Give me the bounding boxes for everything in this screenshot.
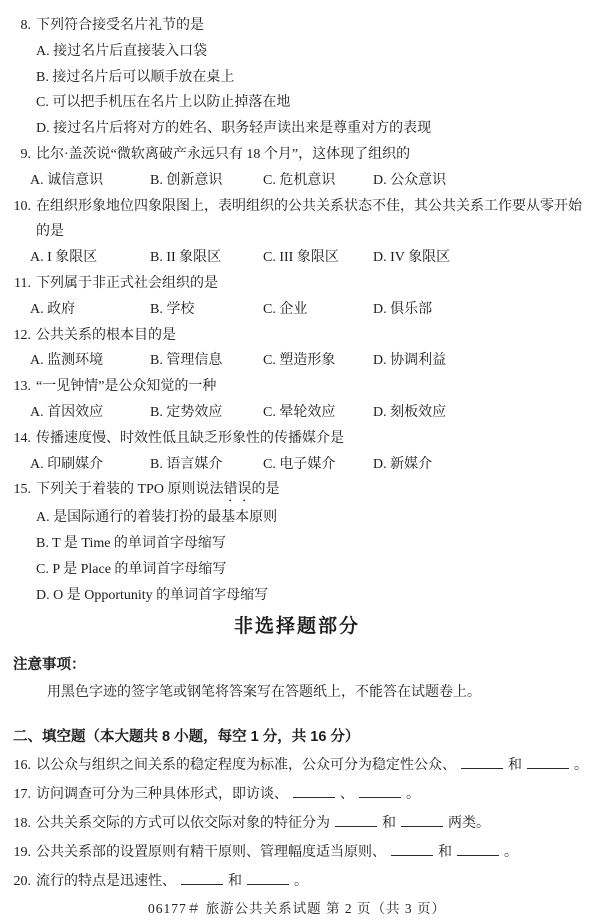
option-a: A. 接过名片后直接装入口袋 — [36, 43, 208, 59]
answer-blank — [391, 841, 433, 856]
notice-text: 用黑色字迹的签字笔或钢笔将答案写在答题纸上，不能答在试题卷上。 — [47, 684, 481, 700]
question-number: 19. — [13, 844, 31, 860]
option-c: C. 企业 — [263, 301, 308, 317]
question-text: “一见钟情”是公众知觉的一种 — [36, 379, 217, 395]
question-19 — [0, 838, 594, 867]
question-18 — [0, 809, 594, 838]
answer-blank — [457, 841, 499, 856]
option-a: A. I 象限区 — [30, 250, 98, 266]
notice-label: 注意事项： — [13, 656, 86, 673]
question-number: 12. — [13, 327, 31, 343]
question-number: 10. — [13, 198, 31, 214]
question-text — [31, 867, 594, 896]
option-c: C. P 是 Place 的单词首字母缩写 — [36, 561, 227, 577]
option-c: C. 危机意识 — [263, 172, 336, 188]
answer-blank — [247, 870, 289, 885]
answer-blank — [461, 754, 503, 769]
option-d: D. 接过名片后将对方的姓名、职务轻声读出来是尊重对方的表现 — [36, 121, 432, 137]
question-text: 在组织形象地位四象限图上，表明组织的公共关系状态不佳，其公共关系工作要从零开始的是 — [36, 198, 582, 240]
question-stem — [0, 13, 594, 39]
question-stem — [0, 426, 594, 452]
question-15 — [0, 477, 594, 608]
option-d: D. 新媒介 — [373, 456, 433, 472]
option-b: B. 管理信息 — [150, 353, 223, 369]
option-a: A. 印刷媒介 — [30, 456, 104, 472]
option-d: D. 俱乐部 — [373, 301, 433, 317]
fill-sep: 和 — [438, 844, 452, 860]
fill-pre: 以公众与组织之间关系的稳定程度为标准，公众可分为稳定性公众、 — [36, 757, 456, 773]
question-text: 比尔·盖茨说“微软离破产永远只有 18 个月”，这体现了组织的 — [36, 146, 411, 162]
question-number: 20. — [13, 873, 31, 889]
fill-sep: 和 — [382, 815, 396, 831]
question-stem — [0, 142, 594, 168]
question-text: 下列符合接受名片礼节的是 — [36, 18, 204, 33]
fill-section-heading: 二、填空题（本大题共 8 小题，每空 1 分，共 16 分） — [13, 728, 360, 745]
fill-pre: 访问调查可分为三种具体形式，即访谈、 — [36, 786, 288, 802]
fill-pre: 公共关系部的设置原则有精干原则、管理幅度适当原则、 — [36, 844, 386, 860]
question-text — [31, 751, 594, 780]
fill-end: 。 — [294, 873, 308, 889]
question-stem — [0, 477, 594, 505]
question-text — [31, 477, 594, 505]
options-row — [30, 297, 594, 323]
question-10 — [0, 194, 594, 271]
question-number: 13. — [13, 379, 31, 395]
fill-end: 。 — [504, 844, 518, 860]
option-d: D. 刻板效应 — [373, 404, 447, 420]
question-12 — [0, 323, 594, 375]
option-b: B. 学校 — [150, 301, 195, 317]
option-b: B. 创新意识 — [150, 172, 223, 188]
question-text — [31, 838, 594, 867]
question-11 — [0, 271, 594, 323]
question-number: 8. — [20, 18, 31, 33]
stem-emphasis: 错误 — [223, 482, 252, 498]
options-row — [30, 245, 594, 271]
question-9 — [0, 142, 594, 194]
option-d: D. 协调利益 — [373, 353, 447, 369]
option-d: D. O 是 Opportunity 的单词首字母缩写 — [36, 587, 269, 603]
question-number: 11. — [14, 275, 31, 291]
option-a: A. 是国际通行的着装打扮的最基本原则 — [36, 510, 278, 526]
fill-pre: 流行的特点是迅速性、 — [36, 873, 176, 889]
answer-blank — [335, 812, 377, 827]
question-number: 18. — [13, 815, 31, 831]
question-17 — [0, 780, 594, 809]
fill-pre: 公共关系交际的方式可以依交际对象的特征分为 — [36, 815, 330, 831]
option-a: A. 监测环境 — [30, 353, 104, 369]
stem-post: 的是 — [251, 482, 280, 498]
question-text: 公共关系的根本目的是 — [36, 327, 176, 343]
page-footer: 06177＃ 旅游公共关系试题 第 2 页（共 3 页） — [148, 900, 446, 916]
question-number: 9. — [20, 146, 31, 162]
question-number: 17. — [13, 786, 31, 802]
question-14 — [0, 426, 594, 478]
option-a: A. 诚信意识 — [30, 172, 104, 188]
fill-end: 。 — [406, 786, 420, 802]
stem-pre: 下列关于着装的 TPO 原则说法 — [36, 482, 224, 498]
question-stem — [0, 194, 594, 246]
options-row — [30, 168, 594, 194]
option-b: B. T 是 Time 的单词首字母缩写 — [36, 536, 226, 552]
option-b: B. 定势效应 — [150, 404, 223, 420]
option-b: B. II 象限区 — [150, 250, 222, 266]
option-a: A. 政府 — [30, 301, 76, 317]
option-c: C. III 象限区 — [263, 250, 339, 266]
option-c: C. 可以把手机压在名片上以防止掉落在地 — [36, 95, 291, 111]
question-20 — [0, 867, 594, 896]
question-number: 15. — [13, 482, 31, 498]
question-number: 16. — [13, 757, 31, 773]
fill-end: 。 — [574, 757, 588, 773]
fill-sep: 和 — [228, 873, 242, 889]
answer-blank — [401, 812, 443, 827]
question-text — [31, 780, 594, 809]
question-13 — [0, 374, 594, 426]
question-text — [31, 809, 594, 838]
answer-blank — [527, 754, 569, 769]
option-c: C. 电子媒介 — [263, 456, 336, 472]
answer-blank — [293, 783, 335, 798]
option-d: D. IV 象限区 — [373, 250, 451, 266]
question-16 — [0, 751, 594, 780]
options-row — [30, 348, 594, 374]
option-a: A. 首因效应 — [30, 404, 104, 420]
question-text: 传播速度慢、时效性低且缺乏形象性的传播媒介是 — [36, 430, 344, 446]
answer-blank — [359, 783, 401, 798]
fill-end: 两类。 — [448, 815, 490, 831]
question-number: 14. — [13, 430, 31, 446]
options-row — [30, 452, 594, 478]
option-d: D. 公众意识 — [373, 172, 447, 188]
question-text: 下列属于非正式社会组织的是 — [36, 275, 218, 291]
option-b: B. 接过名片后可以顺手放在桌上 — [36, 69, 235, 85]
question-8 — [0, 13, 594, 142]
question-stem — [0, 271, 594, 297]
section-heading: 非选择题部分 — [233, 615, 360, 637]
options-row — [30, 400, 594, 426]
fill-sep: 、 — [340, 786, 354, 802]
question-stem — [0, 323, 594, 349]
option-c: C. 晕轮效应 — [263, 404, 336, 420]
option-b: B. 语言媒介 — [150, 456, 223, 472]
option-c: C. 塑造形象 — [263, 353, 336, 369]
fill-sep: 和 — [508, 757, 522, 773]
question-stem — [0, 374, 594, 400]
answer-blank — [181, 870, 223, 885]
